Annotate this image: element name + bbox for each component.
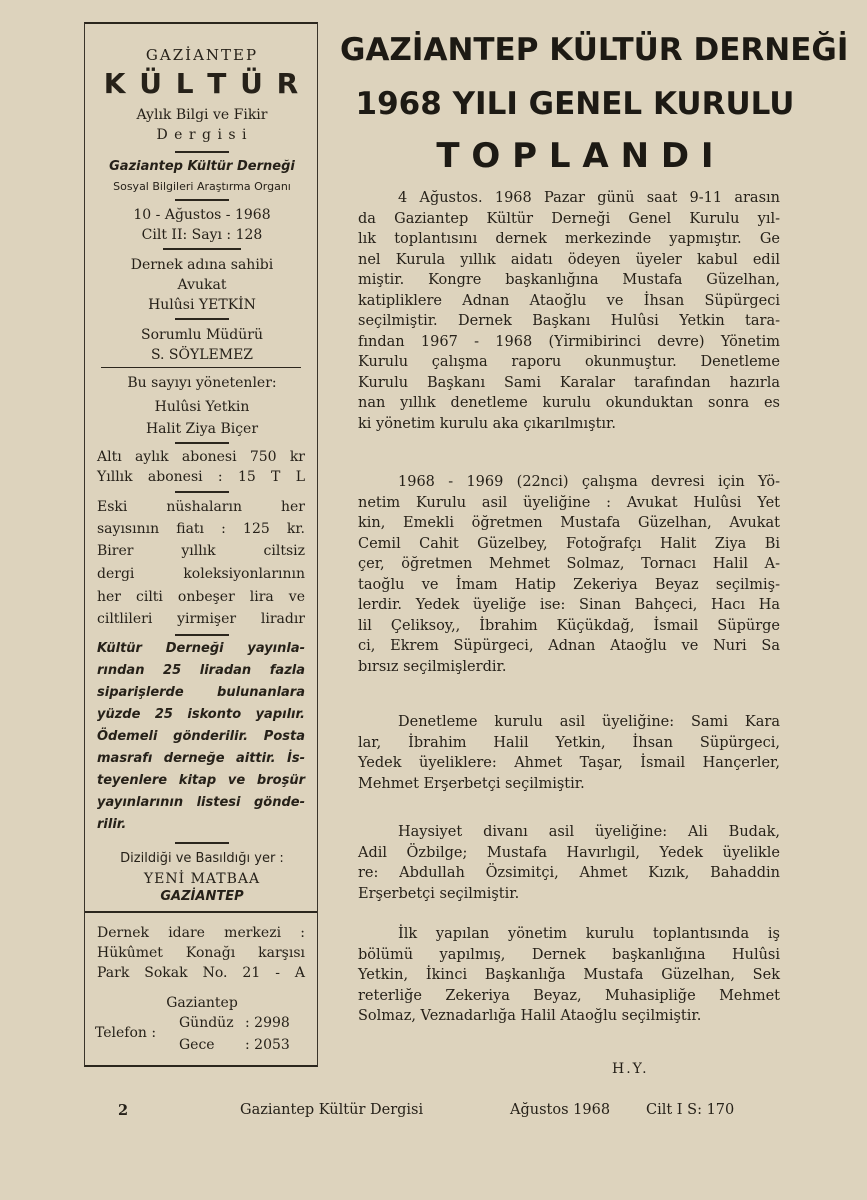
article-line: lar, İbrahim Halil Yetkin, İhsan Süpürgeci, [358, 734, 780, 751]
phone-night-number: : 2053 [245, 1037, 290, 1053]
manager-name: Hulûsi Yetkin [154, 399, 250, 415]
article-line: çer, öğretmen Mehmet Solmaz, Tornacı Halil A- [358, 556, 780, 572]
article-line: Mehmet Erşerbetçi seçilmiştir. [358, 775, 585, 792]
divider [175, 491, 229, 493]
notice-line: yayınlarının listesi gönde- [97, 795, 305, 810]
back-issues-line: Eski nüshaların her [97, 499, 305, 515]
back-issues-line: Birer yıllık ciltsiz [97, 543, 305, 559]
article-line: da Gaziantep Kültür Derneği Genel Kurulu yıl- [358, 210, 780, 227]
notice-line: Kültür Derneği yayınla- [97, 641, 305, 656]
article-line: kin, Emekli öğretmen Mustafa Güzelhan, Avukat [358, 515, 780, 531]
printer-label: Dizildiği ve Basıldığı yer : [120, 851, 284, 866]
article-line: lil Çeliksoy,, İbrahim Küçükdağ, İsmail Süpürge [358, 617, 780, 634]
article-line: katipliklere Adnan Ataoğlu ve İhsan Süpürgeci [358, 292, 780, 309]
issue-date: 10 - Ağustos - 1968 [133, 207, 271, 223]
address-line: Park Sokak No. 21 - A [97, 965, 305, 981]
article-line: Solmaz, Veznadarlığa Halil Ataoğlu seçilmiştir. [358, 1008, 702, 1024]
article-line: fından 1967 - 1968 (Yirmibirinci devre) Yönetim [358, 333, 780, 350]
article-line: lık toplantısını dernek merkezinde yapmıştır. Ge [358, 231, 780, 247]
article-line: lerdir. Yedek üyeliğe ise: Sinan Bahçeci, Hacı Ha [358, 597, 780, 613]
article-line: Kurulu Başkanı Sami Karalar tarafından hazırla [358, 374, 780, 391]
article-line: Denetleme kurulu asil üyeliğine: Sami Kara [398, 714, 780, 730]
article-line: reterliğe Zekeriya Beyaz, Muhasipliğe Mehmet [358, 987, 780, 1004]
article-line: bölümü yapılmış, Dernek başkanlığına Hulûsi [358, 946, 780, 963]
footer-magazine: Gaziantep Kültür Dergisi [240, 1102, 424, 1118]
address-line: Dernek idare merkezi : [97, 925, 305, 941]
notice-line: yüzde 25 iskonto yapılır. [97, 707, 305, 722]
divider [175, 634, 229, 636]
notice-line: Ödemeli gönderilir. Posta [97, 729, 305, 744]
divider [101, 367, 301, 368]
notice-line: rilir. [97, 817, 127, 832]
editor-name: S. SÖYLEMEZ [150, 347, 254, 363]
article-line: Erşerbetçi seçilmiştir. [358, 885, 520, 902]
article-line: bırsız seçilmişlerdir. [358, 658, 507, 675]
publisher-organ: Sosyal Bilgileri Araştırma Organı [113, 180, 291, 193]
masthead-city: GAZİANTEP [145, 46, 259, 64]
article-line: Yedek üyeliklere: Ahmet Taşar, İsmail Hançerler, [358, 755, 780, 771]
footer-volume-page: Cilt I S: 170 [646, 1102, 735, 1118]
editor-label: Sorumlu Müdürü [141, 327, 263, 343]
article-line: taoğlu ve İmam Hatip Zekeriya Beyaz seçilmiş- [358, 576, 780, 593]
article-line: Kurulu çalışma raporu okunmuştur. Denetleme [358, 354, 780, 370]
footer-page-number: 2 [118, 1102, 129, 1119]
subscription-line: Yıllık abonesi : 15 T L [97, 469, 305, 485]
back-issues-line: her cilti onbeşer lira ve [97, 589, 305, 605]
headline-line-1: GAZİANTEP KÜLTÜR DERNEĞİ [340, 32, 849, 68]
article-line: İlk yapılan yönetim kurulu toplantısında iş [398, 926, 780, 942]
article-line: nel Kurula yıllık aidatı ödeyen üyeler kabul edil [358, 251, 780, 268]
address-line: Hükûmet Konağı karşısı [97, 945, 305, 961]
article-line: nan yıllık denetleme kurulu okunduktan sonra es [358, 395, 780, 411]
notice-line: masrafı derneğe aittir. İs- [97, 751, 305, 766]
headline-line-3: T O P L A N D I [436, 136, 714, 176]
phone-day-number: : 2998 [245, 1015, 290, 1031]
article-line: 1968 - 1969 (22nci) çalışma devresi için Yö- [398, 474, 780, 490]
divider [175, 318, 229, 320]
divider [85, 911, 317, 913]
owner-name: Hulûsi YETKİN [148, 297, 256, 313]
divider [175, 199, 229, 201]
article-line: re: Abdullah Özsimitçi, Ahmet Kızık, Bahaddin [358, 865, 780, 881]
article-line: seçilmiştir. Dernek Başkanı Hulûsi Yetkin tara- [358, 313, 780, 329]
masthead-subtitle-2: D e r g i s i [156, 127, 248, 143]
publisher-name: Gaziantep Kültür Derneği [109, 159, 295, 174]
owner-title: Avukat [177, 277, 227, 293]
article-line: Yetkin, İkinci Başkanlığa Mustafa Güzelhan, Sek [358, 967, 780, 983]
back-issues-line: sayısının fiatı : 125 kr. [97, 521, 305, 537]
notice-line: teyenlere kitap ve broşür [97, 773, 305, 788]
manager-name: Halit Ziya Biçer [145, 421, 259, 437]
article-line: Haysiyet divanı asil üyeliğine: Ali Budak, [398, 824, 780, 840]
footer-date: Ağustos 1968 [510, 1102, 611, 1118]
article-line: ci, Ekrem Süpürgeci, Adnan Ataoğlu ve Nuri Sa [358, 638, 780, 654]
masthead-box [84, 22, 318, 1067]
divider [175, 842, 229, 844]
headline-line-2: 1968 YILI GENEL KURULU [355, 86, 795, 122]
masthead-title: K Ü L T Ü R [103, 67, 301, 100]
notice-line: siparişlerde bulunanlara [97, 685, 305, 700]
article-line: Adil Özbilge; Mustafa Havırlıgil, Yedek üyelikle [358, 844, 780, 861]
phone-night-label: Gece [179, 1037, 215, 1053]
article-signature: H.Y. [612, 1061, 649, 1077]
article-line: netim Kurulu asil üyeliğine : Avukat Hulûsi Yet [358, 494, 780, 511]
back-issues-line: ciltlileri yirmişer liradır [97, 611, 305, 627]
article-line: ki yönetim kurulu aka çıkarılmıştır. [358, 415, 616, 432]
phone-day-label: Gündüz [179, 1015, 234, 1031]
article-line: Cemil Cahit Güzelbey, Fotoğrafçı Halit Ziya Bi [358, 535, 780, 552]
notice-line: rından 25 liradan fazla [97, 663, 305, 678]
masthead-subtitle-1: Aylık Bilgi ve Fikir [136, 107, 268, 123]
article-line: miştir. Kongre başkanlığına Mustafa Güzelhan, [358, 272, 780, 288]
issue-volume: Cilt II: Sayı : 128 [141, 227, 263, 243]
owner-label: Dernek adına sahibi [130, 257, 274, 273]
phone-label: Telefon : [95, 1025, 157, 1041]
divider [163, 248, 241, 250]
printer-name: YENİ MATBAA [143, 871, 261, 887]
managers-label: Bu sayıyı yönetenler: [127, 375, 277, 391]
subscription-line: Altı aylık abonesi 750 kr [97, 449, 305, 465]
printer-city: GAZİANTEP [160, 889, 244, 904]
contact-city: Gaziantep [166, 995, 238, 1011]
divider [175, 151, 229, 153]
divider [175, 442, 229, 444]
article-line: 4 Ağustos. 1968 Pazar günü saat 9-11 arasın [398, 190, 780, 206]
back-issues-line: dergi koleksiyonlarının [97, 566, 305, 582]
